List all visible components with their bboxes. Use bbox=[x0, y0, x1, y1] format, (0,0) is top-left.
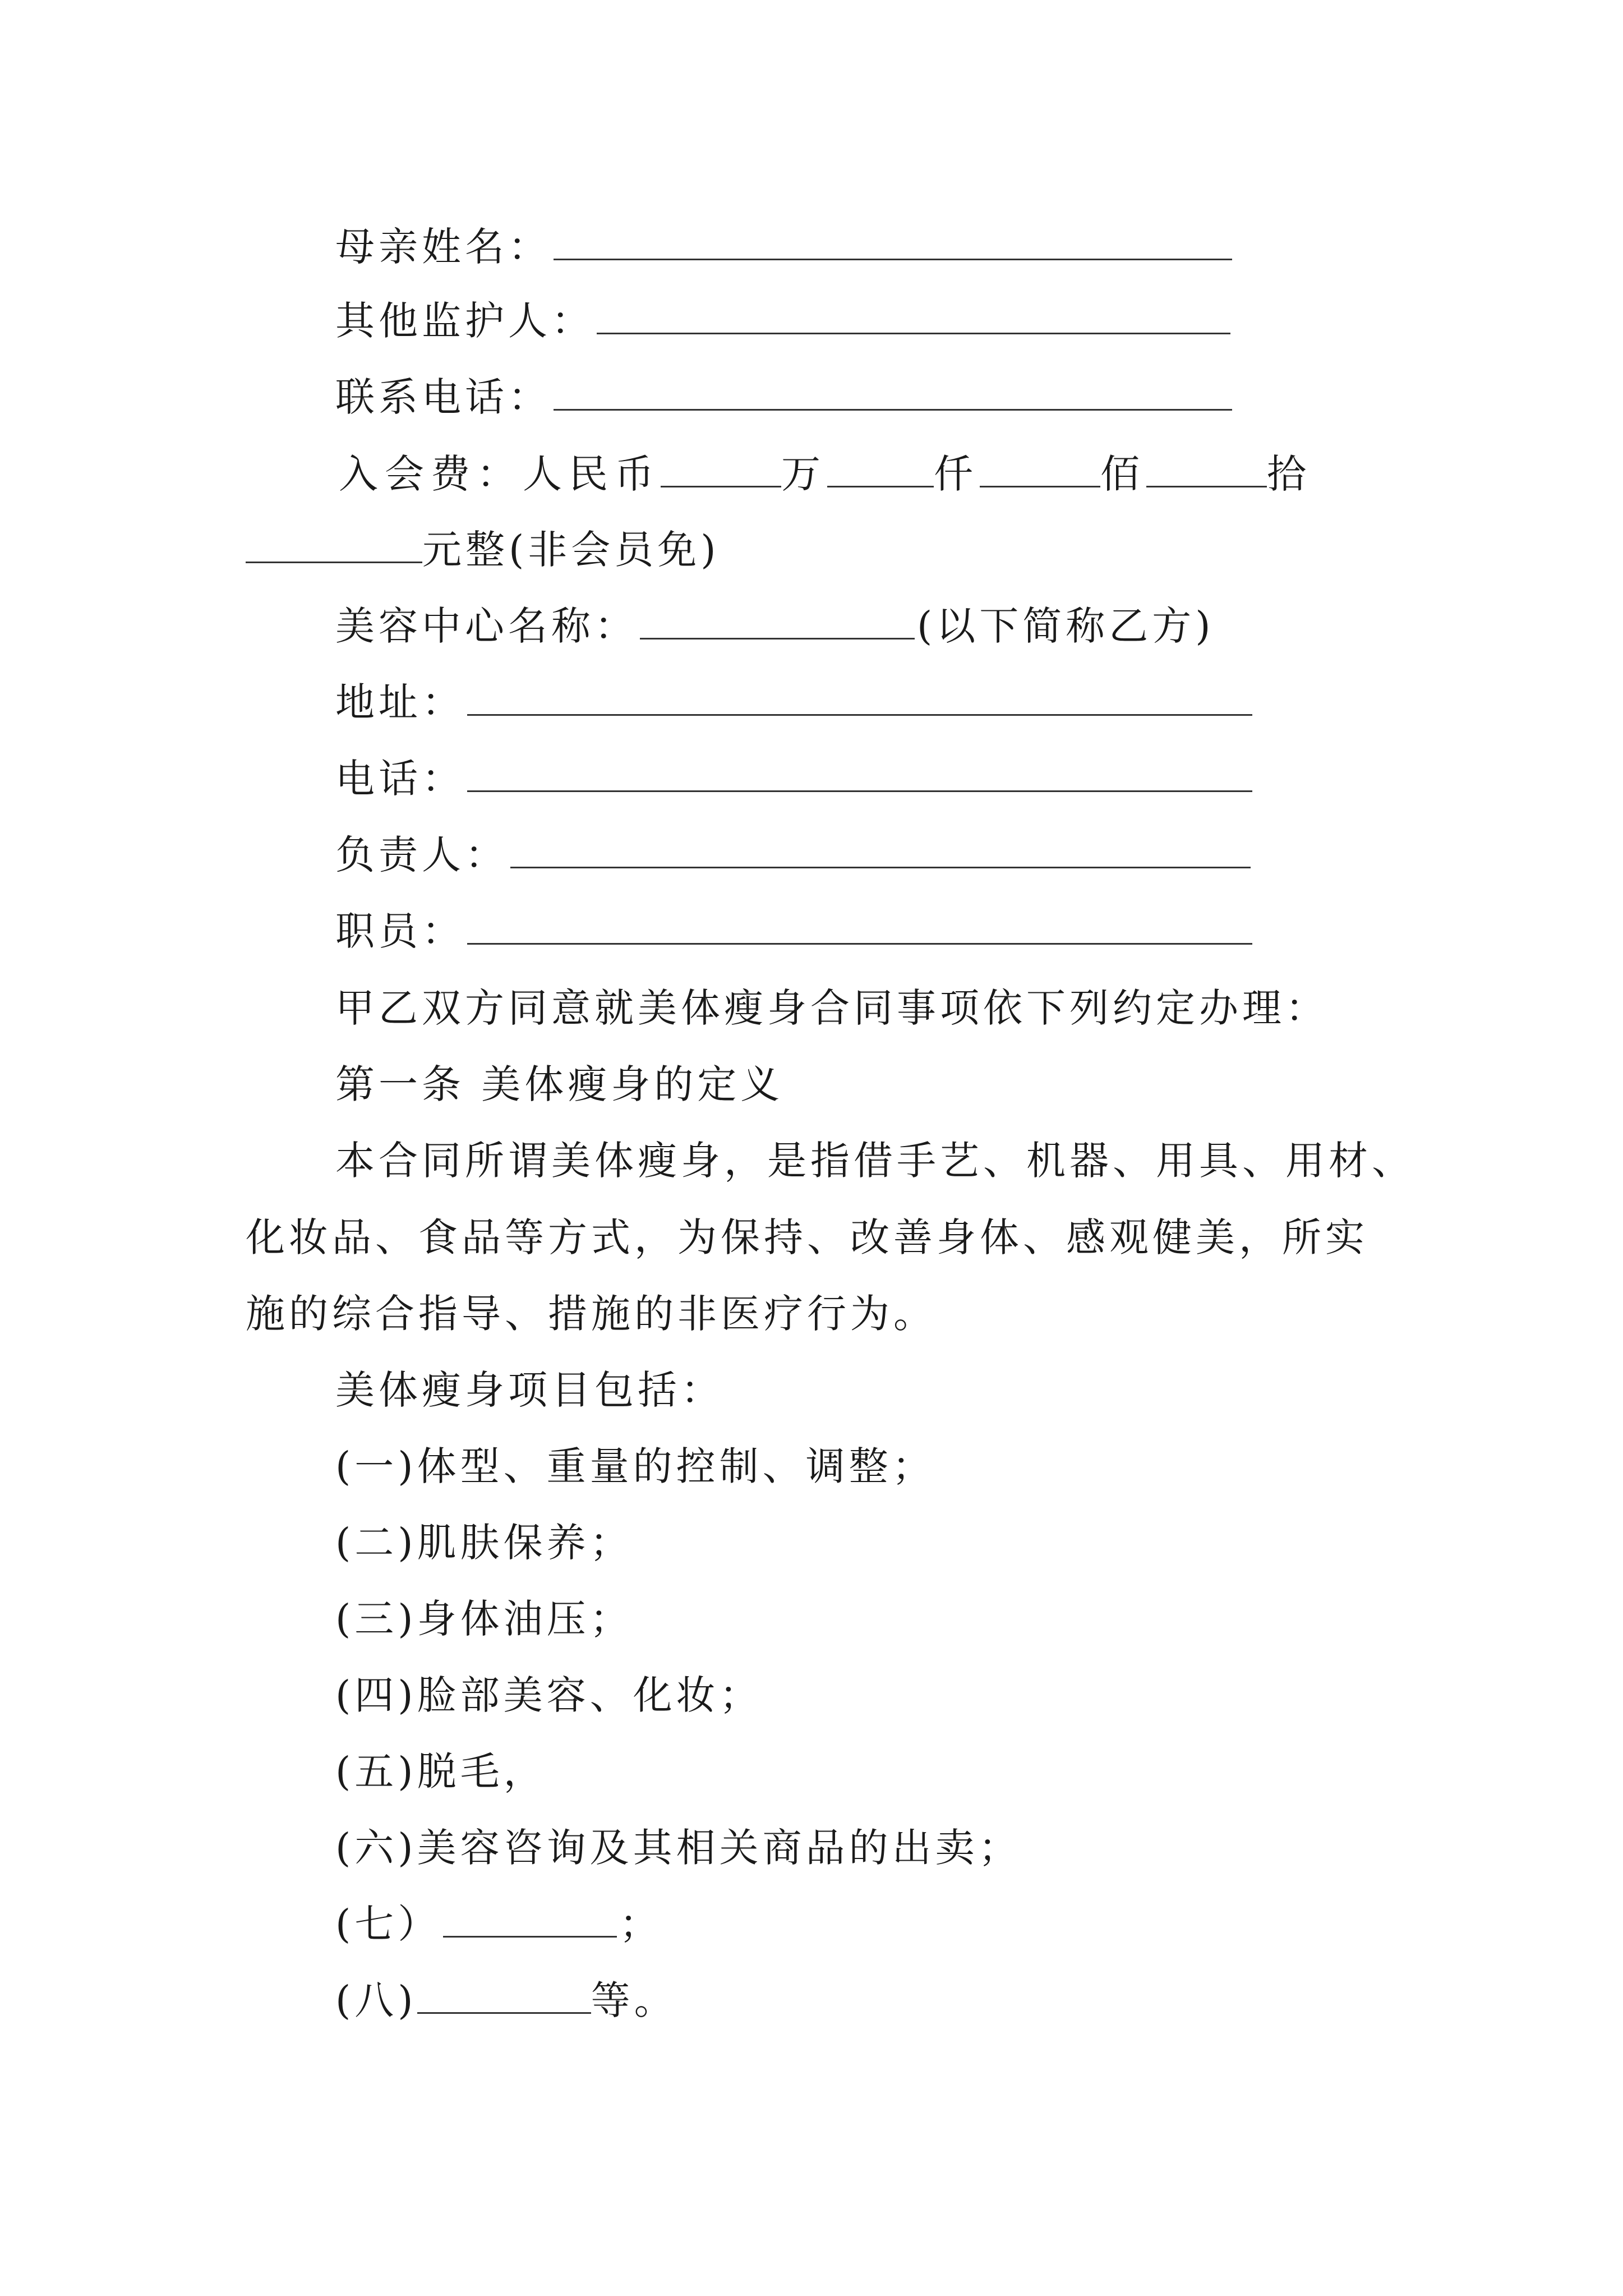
definition-line-3: 施的综合指导、措施的非医疗行为。 bbox=[246, 1291, 937, 1337]
fee-wan-unit: 万 bbox=[781, 451, 827, 497]
item-7-prefix: (七） bbox=[335, 1901, 441, 1947]
mother-name-blank[interactable] bbox=[554, 222, 1232, 260]
fee-yuan-blank[interactable] bbox=[246, 524, 422, 563]
list-item: (五)脱毛， bbox=[335, 1749, 547, 1795]
list-item: (四)脸部美容、化妆； bbox=[335, 1672, 763, 1718]
contact-phone-blank[interactable] bbox=[554, 372, 1232, 411]
address-label: 地址： bbox=[335, 679, 465, 725]
fee-yuan-row bbox=[246, 516, 720, 583]
item-7-suffix: ； bbox=[619, 1901, 663, 1947]
item-8-prefix: (八) bbox=[335, 1977, 417, 2023]
fee-qian-unit: 仟 bbox=[934, 451, 980, 497]
address-row bbox=[335, 669, 1255, 736]
item-8-suffix: 等。 bbox=[591, 1977, 677, 2023]
center-name-row bbox=[335, 592, 1215, 660]
manager-blank[interactable] bbox=[510, 830, 1251, 868]
item-8-blank[interactable] bbox=[417, 1975, 591, 2014]
fee-shi-unit: 拾 bbox=[1267, 451, 1313, 497]
article-1-title: 第一条 美体瘦身的定义 bbox=[335, 1061, 784, 1107]
fee-bai-unit: 佰 bbox=[1100, 451, 1146, 497]
item-8-row bbox=[335, 1967, 677, 2034]
other-guardian-label: 其他监护人： bbox=[335, 298, 594, 344]
fee-label: 入会费：人民币 bbox=[339, 451, 661, 497]
agreement-intro: 甲乙双方同意就美体瘦身合同事项依下列约定办理： bbox=[335, 985, 1329, 1031]
mother-name-label: 母亲姓名： bbox=[335, 224, 551, 270]
center-name-suffix: (以下简称乙方) bbox=[917, 603, 1215, 649]
list-item: (一)体型、重量的控制、调整； bbox=[335, 1443, 935, 1489]
center-name-blank[interactable] bbox=[640, 601, 915, 639]
definition-line-1: 本合同所谓美体瘦身，是指借手艺、机器、用具、用材、 bbox=[335, 1138, 1415, 1184]
staff-label: 职员： bbox=[335, 908, 465, 954]
items-intro: 美体瘦身项目包括： bbox=[335, 1367, 724, 1413]
manager-label: 负责人： bbox=[335, 832, 508, 878]
list-item: (六)美容咨询及其相关商品的出卖； bbox=[335, 1825, 1022, 1871]
mother-name-row bbox=[335, 213, 1234, 280]
definition-line-2: 化妆品、食品等方式，为保持、改善身体、感观健美，所实 bbox=[246, 1214, 1368, 1260]
center-phone-blank[interactable] bbox=[467, 753, 1252, 792]
fee-row bbox=[339, 440, 1313, 508]
center-phone-row bbox=[335, 745, 1255, 812]
item-7-blank[interactable] bbox=[443, 1899, 617, 1938]
fee-shi-blank[interactable] bbox=[1146, 449, 1267, 487]
fee-wan-blank[interactable] bbox=[661, 449, 781, 487]
center-name-label: 美容中心名称： bbox=[335, 603, 638, 649]
contact-phone-label: 联系电话： bbox=[335, 374, 551, 420]
contact-phone-row bbox=[335, 364, 1234, 431]
fee-bai-blank[interactable] bbox=[980, 449, 1100, 487]
list-item: (二)肌肤保养； bbox=[335, 1520, 633, 1566]
fee-qian-blank[interactable] bbox=[827, 449, 934, 487]
fee-yuan-suffix: 元整(非会员免) bbox=[422, 527, 720, 573]
address-blank[interactable] bbox=[467, 677, 1252, 716]
item-7-row bbox=[335, 1890, 662, 1958]
list-item: (三)身体油压； bbox=[335, 1596, 633, 1642]
other-guardian-blank[interactable] bbox=[597, 296, 1230, 334]
staff-row bbox=[335, 898, 1255, 965]
center-phone-label: 电话： bbox=[335, 756, 465, 802]
manager-row bbox=[335, 821, 1253, 889]
staff-blank[interactable] bbox=[467, 906, 1252, 945]
other-guardian-row bbox=[335, 287, 1233, 355]
